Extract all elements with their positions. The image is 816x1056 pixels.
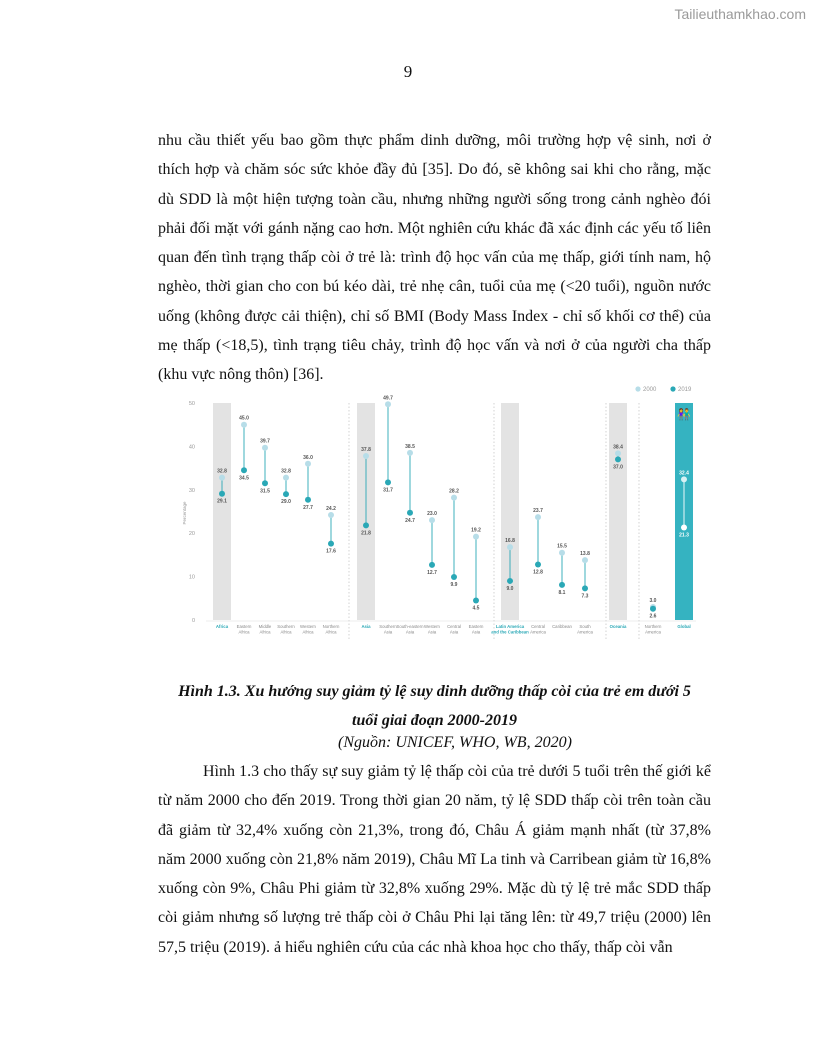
data-label-2000: 28.2	[449, 488, 459, 495]
x-category-label-line: Caribbean	[552, 624, 572, 629]
x-category-label-line: Central	[447, 624, 461, 629]
point-2019	[283, 491, 289, 497]
x-category-label-line: and the Caribbean	[491, 629, 529, 635]
data-label-2000: 13.8	[580, 551, 590, 558]
x-category-label-line: Africa	[325, 629, 337, 635]
data-label-2000: 32.8	[217, 468, 227, 475]
data-label-2019: 31.7	[383, 487, 393, 494]
data-label-2019: 12.7	[427, 569, 437, 576]
data-label-2019: 29.1	[217, 498, 227, 505]
x-category-label-line: Asia	[405, 629, 415, 635]
data-label-2019: 2.6	[649, 613, 657, 620]
region-band	[609, 403, 627, 620]
x-category-label	[300, 624, 317, 635]
point-2000	[262, 445, 268, 451]
x-category-label-line: Africa	[280, 629, 292, 635]
data-label-2000: 23.7	[533, 508, 543, 515]
watermark: Tailieuthamkhao.com	[674, 6, 806, 22]
x-category-label-line: Asia	[471, 629, 481, 635]
y-tick-label: 30	[188, 487, 195, 494]
x-category-label	[237, 624, 252, 635]
x-category-label-line: Africa	[302, 629, 314, 635]
y-axis-label: Percentage	[182, 501, 187, 525]
legend-marker-2000	[635, 386, 640, 391]
data-label-2000: 45.0	[239, 415, 249, 422]
x-category-label	[323, 624, 340, 635]
x-category-label-line: Southern	[379, 624, 397, 629]
point-2000	[507, 544, 513, 550]
data-label-2019: 34.5	[239, 475, 249, 482]
data-label-2000: 3.0	[649, 597, 657, 604]
point-2000	[473, 534, 479, 540]
x-category-label	[610, 624, 627, 629]
point-2019	[385, 479, 391, 485]
x-category-label-line: Latin America	[495, 624, 525, 629]
y-tick-label: 0	[191, 618, 195, 624]
data-label-2019: 37.0	[613, 464, 623, 471]
x-category-label-line: America	[577, 629, 593, 635]
x-category-label	[530, 624, 546, 635]
data-label-2019: 8.1	[558, 589, 566, 596]
data-label-2019: 12.8	[533, 569, 543, 576]
point-2019	[363, 522, 369, 528]
point-2000	[582, 557, 588, 563]
x-category-label	[645, 624, 662, 635]
x-category-label-line: Global	[677, 624, 691, 629]
point-2019	[407, 510, 413, 516]
data-label-2019: 24.7	[405, 517, 415, 524]
body-paragraph-2: Hình 1.3 cho thấy sự suy giảm tỷ lệ thấp còi của trẻ dưới 5 tuổi trên thế giới kể từ năm 2000 cho đến 2019. Trong thời gian 20 năm, tỷ lệ SDD thấp còi trên toàn cầu đã giảm từ 32,4% xuống còn 21,3%, trong đó, Châu Á giảm mạnh nhất (từ 37,8% năm 2000 xuống còn 21,8% năm 2019), Châu Mĩ La tinh và Carribean giảm từ 16,8% xuống còn 9%, Châu Phi giảm từ 32,8% xuống 29%. Mặc dù tỷ lệ trẻ mắc SDD thấp còi giảm nhưng số lượng trẻ thấp còi ở Châu Phi lại tăng lên: từ 49,7 triệu (2000) lên 57,5 triệu (2019). ả hiểu nghiên cứu của các nhà khoa học cho thấy, thấp còi vẫn	[158, 763, 711, 956]
point-2019	[559, 582, 565, 588]
point-2000	[615, 450, 621, 456]
x-category-label-line: Middle	[258, 624, 272, 629]
point-2000	[363, 453, 369, 459]
y-tick-label: 10	[188, 574, 195, 581]
x-category-label-line: Eastern	[236, 624, 252, 629]
data-label-2000: 49.7	[383, 395, 393, 402]
x-category-label-line: Northern	[644, 624, 662, 629]
x-category-label-line: Africa	[238, 629, 250, 635]
point-2019	[305, 497, 311, 503]
data-label-2019: 4.5	[472, 605, 480, 612]
point-2000	[451, 495, 457, 501]
x-category-label-line: Southern	[277, 624, 295, 629]
point-2019	[241, 467, 247, 473]
legend-label-2000: 2000	[643, 387, 657, 393]
data-label-2000: 16.8	[505, 538, 515, 545]
x-category-label-line: Asia	[383, 629, 393, 635]
x-category-label-line: South	[579, 624, 591, 629]
x-category-label-line: Africa	[215, 624, 229, 629]
x-category-label	[491, 624, 529, 635]
data-label-2019: 9.9	[450, 582, 458, 589]
x-category-label-line: South-eastern	[396, 624, 424, 629]
point-2000	[559, 550, 565, 556]
point-2000	[429, 517, 435, 523]
x-category-label	[552, 624, 572, 629]
data-label-2000: 32.8	[281, 468, 291, 475]
point-2000	[219, 475, 225, 481]
x-category-label	[677, 624, 690, 629]
chart-svg	[182, 383, 706, 648]
stunting-trend-chart	[182, 383, 706, 648]
region-band	[213, 403, 231, 620]
y-tick-label: 40	[188, 444, 195, 451]
point-2000	[535, 514, 541, 520]
data-label-2000: 15.5	[557, 543, 567, 550]
data-label-2019: 9.0	[506, 585, 514, 592]
x-category-label	[216, 624, 229, 629]
data-label-2019: 29.0	[281, 499, 291, 506]
figure-source: (Nguồn: UNICEF, WHO, WB, 2020)	[338, 734, 572, 751]
point-2019	[582, 585, 588, 591]
data-label-2000: 36.0	[303, 454, 313, 461]
x-category-label-line: Asia	[361, 624, 371, 629]
data-label-2000: 38.4	[613, 444, 623, 451]
data-label-2019: 27.7	[303, 504, 313, 511]
body-paragraph-1: nhu cầu thiết yếu bao gồm thực phẩm dinh dưỡng, môi trường hợp vệ sinh, nơi ở thích hợp và chăm sóc sức khỏe đầy đủ [35]. Do đó, sẽ không sai khi cho rằng, mặc dù SDD là một hiện tượng toàn cầu, nhưng những người sống trong cảnh nghèo đói phải đối mặt với gánh nặng cao hơn. Một nghiên cứu khác đã xác định các yếu tố liên quan đến tình trạng thấp còi ở trẻ là: trình độ học vấn của mẹ thấp, giới tính nam, hộ nghèo, thời gian cho con bú kéo dài, trẻ nhẹ cân, tuổi của mẹ (<20 tuổi), nguồn nước uống (không được cải thiện), chỉ số BMI (Body Mass Index - chỉ số khối cơ thể) của mẹ thấp (<18,5), tình trạng tiêu chảy, trình độ học vấn và nơi ở của người cha thấp (khu vực nông thôn) [36].	[158, 132, 711, 384]
point-2000	[283, 475, 289, 481]
point-2019	[262, 480, 268, 486]
x-category-label-line: Asia	[427, 629, 437, 635]
x-category-label	[277, 624, 295, 635]
figure-caption	[158, 677, 711, 735]
children-icon: 👫	[677, 409, 691, 421]
point-2019	[535, 561, 541, 567]
x-category-label-line: Northern	[322, 624, 340, 629]
data-label-2000: 37.8	[361, 446, 371, 453]
legend-marker-2019	[670, 386, 675, 391]
x-category-label-line: Western	[300, 624, 316, 629]
figure-caption-line-2: tuổi giai đoạn 2000-2019	[352, 712, 517, 729]
x-category-label	[469, 624, 484, 635]
data-label-2019: 7.3	[581, 593, 589, 600]
x-category-label	[577, 624, 593, 635]
data-label-2000: 32.4	[679, 470, 689, 477]
x-category-label	[259, 624, 272, 635]
point-2000	[407, 450, 413, 456]
data-label-2019: 31.5	[260, 488, 270, 495]
x-category-label	[424, 624, 441, 635]
x-category-label-line: Eastern	[468, 624, 484, 629]
point-2019	[681, 525, 687, 531]
data-label-2019: 21.3	[679, 532, 689, 539]
point-2019	[650, 606, 656, 612]
x-category-label-line: Africa	[259, 629, 271, 635]
point-2019	[507, 578, 513, 584]
point-2000	[328, 512, 334, 518]
x-category-label-line: Western	[424, 624, 440, 629]
x-category-label	[397, 624, 425, 635]
x-category-label-line: Central	[531, 624, 545, 629]
point-2019	[451, 574, 457, 580]
data-label-2000: 24.2	[326, 505, 336, 512]
point-2019	[219, 491, 225, 497]
page-number: 9	[403, 62, 413, 81]
point-2019	[473, 597, 479, 603]
y-tick-label: 50	[188, 401, 195, 407]
y-tick-label: 20	[188, 531, 195, 538]
data-label-2000: 19.2	[471, 527, 481, 534]
point-2019	[328, 541, 334, 547]
x-category-label-line: America	[645, 629, 661, 635]
x-category-label-line: Asia	[449, 629, 459, 635]
point-2019	[429, 562, 435, 568]
data-label-2000: 39.7	[260, 438, 270, 445]
x-category-label	[379, 624, 397, 635]
point-2000	[241, 422, 247, 428]
data-label-2000: 23.0	[427, 511, 437, 518]
data-label-2000: 38.5	[405, 443, 415, 450]
data-label-2019: 21.8	[361, 530, 371, 537]
point-2000	[681, 476, 687, 482]
point-2000	[385, 401, 391, 407]
figure-caption-line-1: Hình 1.3. Xu hướng suy giảm tỷ lệ suy dinh dưỡng thấp còi của trẻ em dưới 5	[178, 683, 691, 700]
point-2000	[305, 461, 311, 467]
x-category-label	[361, 624, 371, 629]
data-label-2019: 17.6	[326, 548, 336, 555]
legend-label-2019: 2019	[678, 387, 692, 393]
x-category-label	[447, 624, 461, 635]
point-2019	[615, 456, 621, 462]
x-category-label-line: America	[530, 629, 546, 635]
x-category-label-line: Oceania	[609, 624, 627, 629]
